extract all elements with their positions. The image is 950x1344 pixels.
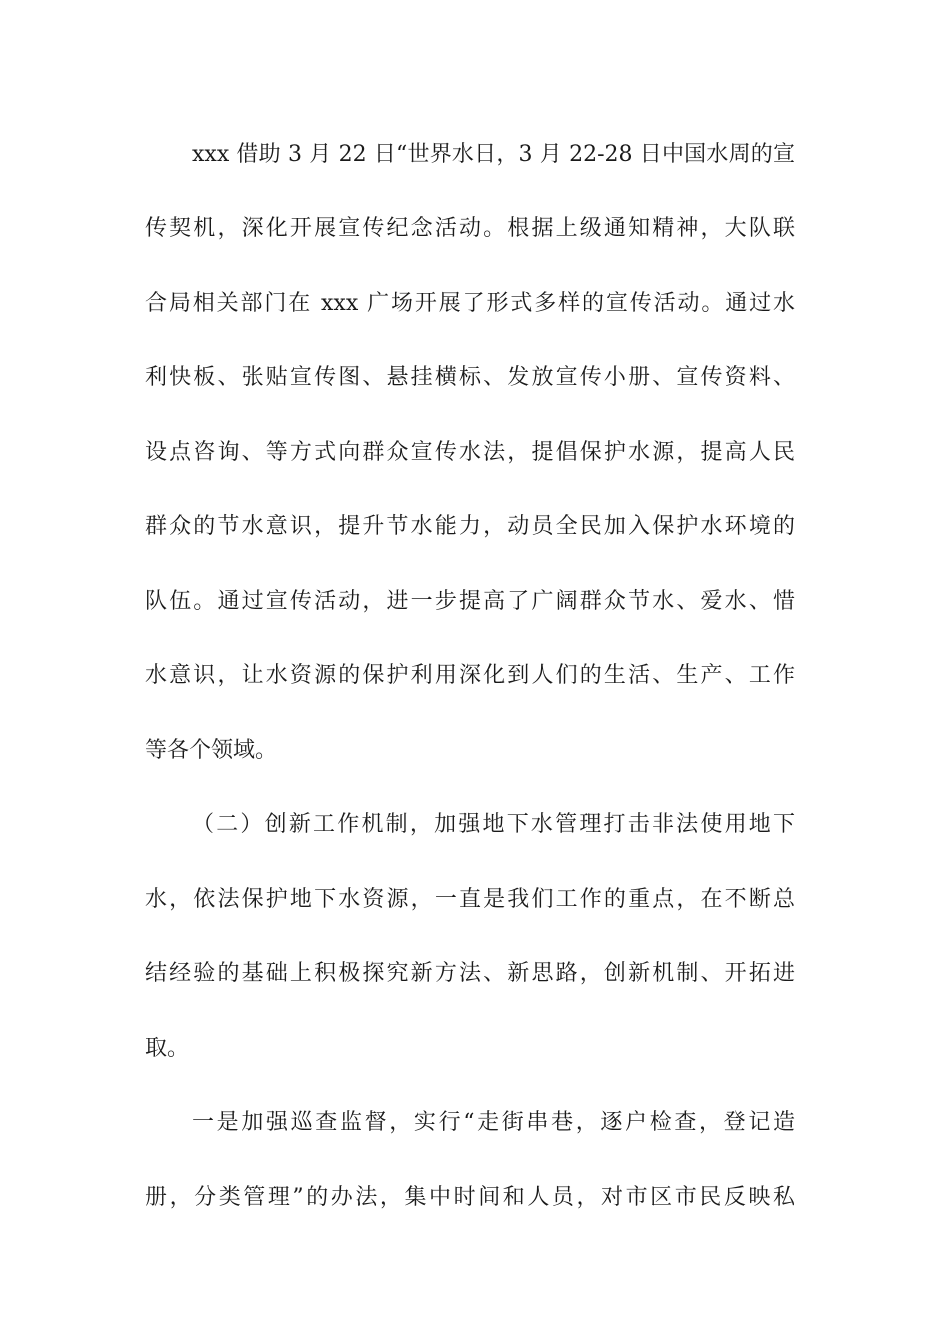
paragraph-3-line-1: 一是加强巡查监督，实行“走街串巷，逐户检查，登记造 bbox=[192, 1110, 795, 1135]
paragraph-1-line-5: 设点咨询、等方式向群众宣传水法，提倡保护水源，提高人民 bbox=[145, 440, 795, 465]
paragraph-1-line-2: 传契机，深化开展宣传纪念活动。根据上级通知精神，大队联 bbox=[145, 216, 795, 241]
paragraph-1-line-1: xxx 借助 3 月 22 日“世界水日，3 月 22-28 日中国水周的宣 bbox=[192, 142, 795, 167]
paragraph-2-line-1: （二）创新工作机制，加强地下水管理打击非法使用地下 bbox=[192, 812, 795, 837]
paragraph-1-line-4: 利快板、张贴宣传图、悬挂横标、发放宣传小册、宣传资料、 bbox=[145, 365, 795, 390]
paragraph-1-line-3: 合局相关部门在 xxx 广场开展了形式多样的宣传活动。通过水 bbox=[145, 291, 795, 316]
paragraph-1-line-8: 水意识，让水资源的保护利用深化到人们的生活、生产、工作 bbox=[145, 663, 795, 688]
paragraph-3-line-2: 册，分类管理”的办法，集中时间和人员，对市区市民反映私 bbox=[145, 1185, 795, 1210]
paragraph-2-line-2: 水，依法保护地下水资源，一直是我们工作的重点，在不断总 bbox=[145, 887, 795, 912]
paragraph-2-line-3: 结经验的基础上积极探究新方法、新思路，创新机制、开拓进 bbox=[145, 961, 795, 986]
paragraph-2-line-4: 取。 bbox=[145, 1036, 190, 1061]
paragraph-1-line-9: 等各个领域。 bbox=[145, 738, 278, 763]
paragraph-1-line-6: 群众的节水意识，提升节水能力，动员全民加入保护水环境的 bbox=[145, 514, 795, 539]
paragraph-1-line-7: 队伍。通过宣传活动，进一步提高了广阔群众节水、爱水、惜 bbox=[145, 589, 795, 614]
